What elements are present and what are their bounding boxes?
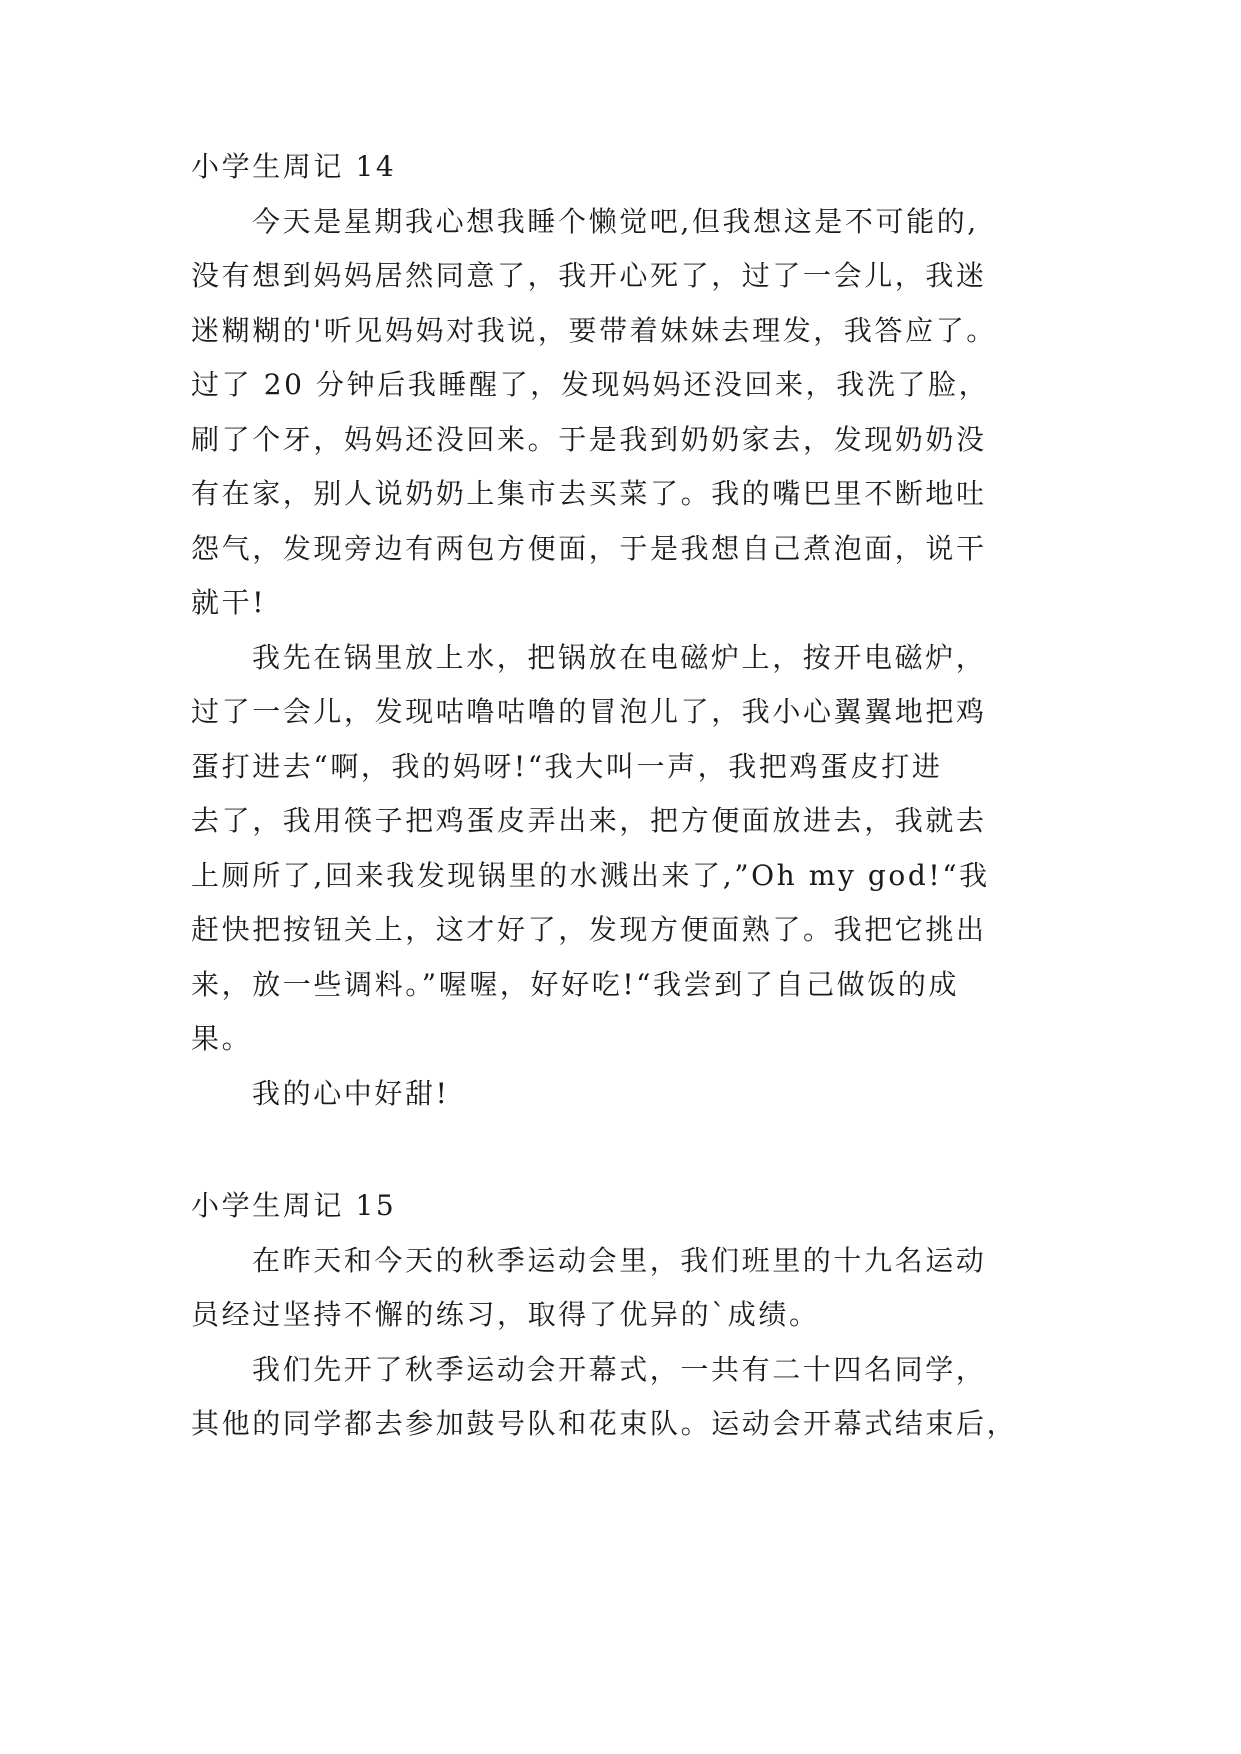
paragraph-line: 刷了个牙，妈妈还没回来。于是我到奶奶家去，发现奶奶没: [191, 423, 987, 456]
paragraph-line: 果。: [191, 1022, 253, 1055]
paragraph-line: 蛋打进去“啊，我的妈呀!“我大叫一声，我把鸡蛋皮打进: [191, 750, 943, 783]
paragraph-line: 员经过坚持不懈的练习，取得了优异的`成绩。: [191, 1298, 820, 1331]
paragraph-line: 怨气，发现旁边有两包方便面，于是我想自己煮泡面，说干: [191, 532, 987, 565]
paragraph-line: 没有想到妈妈居然同意了，我开心死了，过了一会儿，我迷: [191, 259, 987, 292]
paragraph-line: 就干!: [191, 586, 267, 619]
section-title: 小学生周记 14: [191, 150, 397, 183]
paragraph-line: 迷糊糊的'听见妈妈对我说，要带着妹妹去理发，我答应了。: [191, 314, 997, 347]
paragraph-line: 我们先开了秋季运动会开幕式，一共有二十四名同学，: [252, 1353, 987, 1386]
paragraph-line: 过了 20 分钟后我睡醒了，发现妈妈还没回来，我洗了脸，: [191, 368, 990, 401]
paragraph-line: 去了，我用筷子把鸡蛋皮弄出来，把方便面放进去，我就去: [191, 804, 987, 837]
paragraph-line: 我的心中好甜!: [252, 1077, 450, 1110]
paragraph-line: 在昨天和今天的秋季运动会里，我们班里的十九名运动: [252, 1244, 987, 1277]
paragraph-line: 今天是星期我心想我睡个懒觉吧,但我想这是不可能的,: [252, 205, 979, 238]
paragraph-line: 我先在锅里放上水，把锅放在电磁炉上，按开电磁炉，: [252, 641, 987, 674]
section-title: 小学生周记 15: [191, 1189, 397, 1222]
paragraph-line: 赶快把按钮关上，这才好了，发现方便面熟了。我把它挑出: [191, 913, 987, 946]
paragraph-line: 其他的同学都去参加鼓号队和花束队。运动会开幕式结束后，: [191, 1407, 1018, 1440]
paragraph-line: 来，放一些调料。”喔喔，好好吃!“我尝到了自己做饭的成: [191, 968, 960, 1001]
paragraph-line: 上厕所了,回来我发现锅里的水溅出来了,”Oh my god!“我: [191, 859, 990, 892]
paragraph-line: 有在家，别人说奶奶上集市去买菜了。我的嘴巴里不断地吐: [191, 477, 987, 510]
paragraph-line: 过了一会儿，发现咕噜咕噜的冒泡儿了，我小心翼翼地把鸡: [191, 695, 987, 728]
